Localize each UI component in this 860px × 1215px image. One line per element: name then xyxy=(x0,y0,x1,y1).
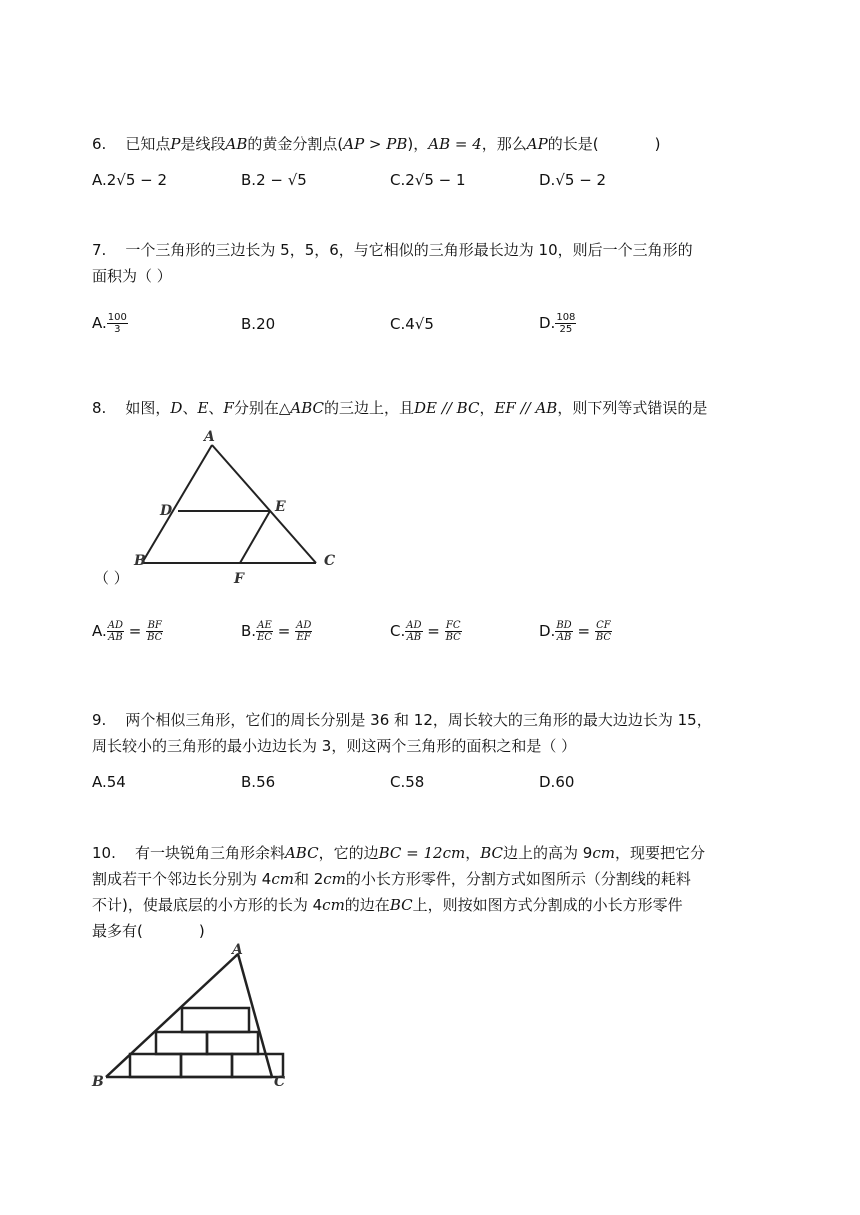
triangle-abc-figure xyxy=(130,425,345,585)
option-c[interactable]: C.4√5 xyxy=(390,315,434,333)
question-number: 7. xyxy=(92,241,107,259)
question-8-tail: （ ） xyxy=(94,569,129,587)
option-b[interactable]: B.2 − √5 xyxy=(241,171,307,189)
label-e: E xyxy=(275,499,286,515)
rectangles-in-triangle-figure xyxy=(90,940,295,1090)
option-a[interactable]: A. $\frac{AD}{AB}$ = $\frac{BF}{BC}$ xyxy=(92,620,163,643)
side-ac xyxy=(212,445,316,563)
option-b[interactable]: B.20 xyxy=(241,315,276,333)
question-10-stem-line4: 最多有( ) xyxy=(92,922,205,940)
label-c: C xyxy=(274,1074,286,1090)
row-2-rect-2 xyxy=(207,1032,258,1054)
option-a[interactable]: A.54 xyxy=(92,773,126,791)
question-10-stem: 10. 有一块锐角三角形余料ABC，它的边BC = 12cm，BC边上的高为 9cm，现要把它分 xyxy=(92,844,705,862)
option-c[interactable]: C. $\frac{AD}{AB}$ = $\frac{FC}{BC}$ xyxy=(390,620,461,643)
side-ac xyxy=(238,954,272,1077)
question-9-stem: 9. 两个相似三角形，它们的周长分别是 36 和 12，周长较大的三角形的最大边边长为 15， xyxy=(92,711,712,729)
row-2-rect-1 xyxy=(156,1032,207,1054)
row-1-rect-2 xyxy=(181,1054,232,1077)
option-b[interactable]: B. $\frac{AE}{EC}$ = $\frac{AD}{EF}$ xyxy=(241,620,312,643)
label-b: B xyxy=(92,1074,104,1090)
question-9-stem-line2: 周长较小的三角形的最小边边长为 3，则这两个三角形的面积之和是（ ） xyxy=(92,737,577,755)
option-d[interactable]: D. $\frac{BD}{AB}$ = $\frac{CF}{BC}$ xyxy=(539,620,611,643)
row-1-rect-1 xyxy=(130,1054,181,1077)
label-a: A xyxy=(232,942,243,958)
question-number: 8. xyxy=(92,399,107,417)
segment-ef xyxy=(240,511,270,563)
question-7-stem-line2: 面积为（ ） xyxy=(92,267,172,285)
option-d[interactable]: D. $\frac{108}{25}$ xyxy=(539,312,576,335)
question-10-stem-line2: 割成若干个邻边长分别为 4cm和 2cm的小长方形零件，分割方式如图所示（分割线的耗料 xyxy=(92,870,691,888)
label-b: B xyxy=(134,553,146,569)
option-a[interactable]: A.2√5 − 2 xyxy=(92,171,168,189)
option-d[interactable]: D.√5 − 2 xyxy=(539,171,607,189)
option-c[interactable]: C.58 xyxy=(390,773,425,791)
option-d[interactable]: D.60 xyxy=(539,773,575,791)
label-a: A xyxy=(204,429,215,445)
question-number: 6. xyxy=(92,135,107,153)
option-b[interactable]: B.56 xyxy=(241,773,276,791)
question-7-stem: 7. 一个三角形的三边长为 5，5，6，与它相似的三角形最长边为 10，则后一个三角形的 xyxy=(92,241,693,259)
question-number: 10. xyxy=(92,844,116,862)
label-d: D xyxy=(160,503,173,519)
question-10-stem-line3: 不计)，使最底层的小方形的长为 4cm的边在BC上，则按如图方式分割成的小长方形零件 xyxy=(92,896,683,914)
question-8-stem: 8. 如图，D、E、F分别在△ABC的三边上，且DE // BC，EF // AB，则下列等式错误的是 xyxy=(92,399,708,417)
fraction: $\frac{108}{25}$ xyxy=(556,312,576,335)
option-c[interactable]: C.2√5 − 1 xyxy=(390,171,466,189)
option-a[interactable]: A. $\frac{100}{3}$ xyxy=(92,312,127,335)
side-ab xyxy=(106,954,238,1077)
row-3-rect-1 xyxy=(182,1008,249,1032)
question-number: 9. xyxy=(92,711,107,729)
side-ab xyxy=(142,445,212,563)
fraction: $\frac{100}{3}$ xyxy=(107,312,127,335)
question-6-stem: 6. 已知点P是线段AB的黄金分割点(AP > PB)，AB = 4，那么AP的长是( ) xyxy=(92,135,661,153)
label-f: F xyxy=(234,571,244,587)
label-c: C xyxy=(324,553,336,569)
